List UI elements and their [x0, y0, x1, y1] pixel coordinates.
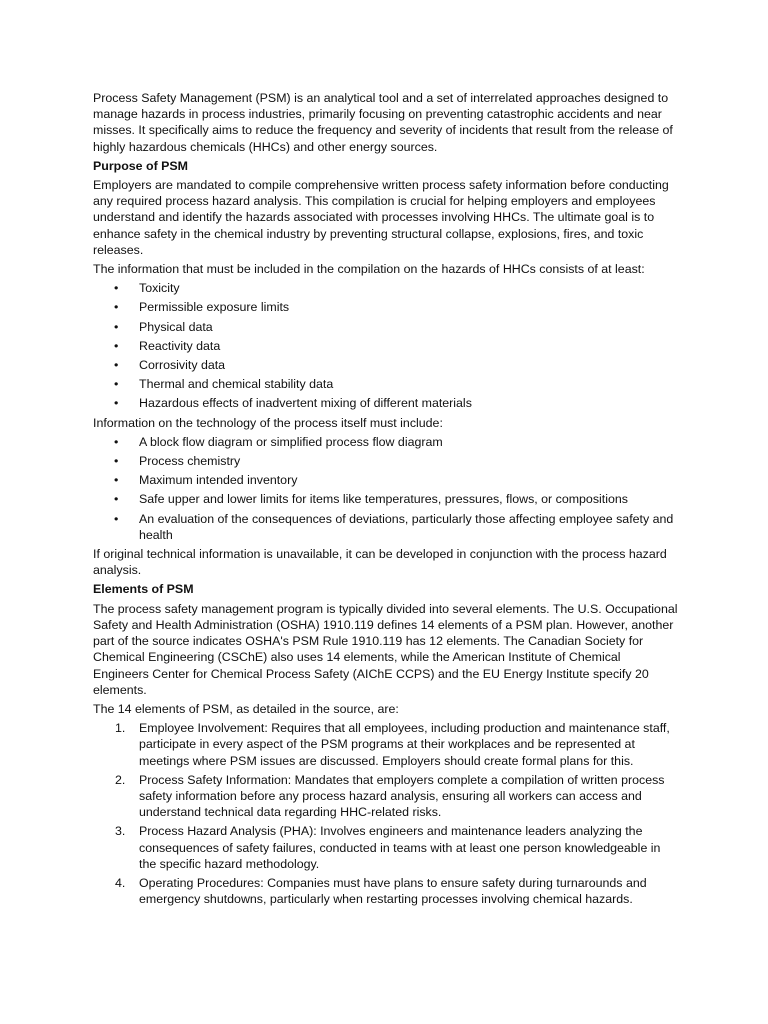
- technology-intro: Information on the technology of the process itself must include:: [93, 415, 443, 430]
- list-item-text: Employee Involvement: Requires that all employees, including production and maintenance staff, participate in every aspect of the PSM programs at their workplaces and be represented at meetings where PSM issues are discussed. Employers should create formal plans for this.: [139, 721, 670, 768]
- hazards-list: [93, 280, 678, 411]
- list-item: • Safe upper and lower limits for items like temperatures, pressures, flows, or compositions: [93, 491, 678, 507]
- purpose-heading: Purpose of PSM: [93, 158, 189, 173]
- elements-list-intro: The 14 elements of PSM, as detailed in the source, are:: [93, 701, 399, 716]
- list-item: • Toxicity: [93, 280, 678, 296]
- intro-paragraph: Process Safety Management (PSM) is an analytical tool and a set of interrelated approaches designed to manage hazards in process industries, primarily focusing on preventing catastrophic accidents and near misses. It specifically aims to reduce the frequency and severity of incidents that result from the release of highly hazardous chemicals (HHCs) and other energy sources.: [93, 91, 673, 154]
- elements-heading: Elements of PSM: [93, 582, 194, 597]
- list-number: 3.: [115, 824, 126, 839]
- elements-paragraph: The process safety management program is typically divided into several elements. The U.S. Occupational Safety and Health Administration (OSHA) 1910.119 defines 14 elements of a PSM plan. However, another part of the source indicates OSHA's PSM Rule 1910.119 has 12 elements. The Canadian Society for Chemical Engineering (CSChE) also uses 14 elements, while the American Institute of Chemical Engineers Center for Chemical Process Safety (AIChE CCPS) and the EU Energy Institute specify 20 elements.: [93, 601, 678, 697]
- list-item: • Corrosivity data: [93, 357, 678, 373]
- list-item: [93, 720, 678, 769]
- list-item: • A block flow diagram or simplified process flow diagram: [93, 434, 678, 450]
- elements-list: [93, 720, 678, 907]
- list-item: [93, 772, 678, 821]
- list-item: • Permissible exposure limits: [93, 299, 678, 315]
- list-item: • Process chemistry: [93, 453, 678, 469]
- list-item: • An evaluation of the consequences of deviations, particularly those affecting employee safety and health: [93, 511, 678, 543]
- list-number: 2.: [115, 772, 126, 787]
- hazards-intro: The information that must be included in the compilation on the hazards of HHCs consists of at least:: [93, 262, 645, 277]
- document-body: [93, 90, 678, 910]
- list-item: [93, 875, 678, 907]
- list-item: • Reactivity data: [93, 338, 678, 354]
- list-item-text: Process Safety Information: Mandates that employers complete a compilation of written process safety information before any process hazard analysis, ensuring all workers can access and understand technical data regarding HHC-related risks.: [139, 772, 665, 820]
- list-item: • Thermal and chemical stability data: [93, 376, 678, 392]
- list-item-text: Process Hazard Analysis (PHA): Involves engineers and maintenance leaders analyzing the consequences of safety failures, conducted in teams with at least one person knowledgeable in the specific hazard methodology.: [139, 824, 661, 871]
- purpose-paragraph: Employers are mandated to compile comprehensive written process safety information before conducting any required process hazard analysis. This compilation is crucial for helping employers and employees understand and identify the hazards associated with processes involving HHCs. The ultimate goal is to enhance safety in the chemical industry by preventing structural collapse, explosions, fires, and toxic releases.: [93, 178, 669, 257]
- list-item: [93, 823, 678, 872]
- purpose-closing: If original technical information is unavailable, it can be developed in conjunction with the process hazard analysis.: [93, 547, 667, 578]
- list-number: 4.: [115, 875, 126, 890]
- list-item-text: Operating Procedures: Companies must have plans to ensure safety during turnarounds and emergency shutdowns, particularly when restarting processes involving chemical hazards.: [139, 875, 647, 907]
- list-number: 1.: [115, 721, 126, 736]
- list-item: • Maximum intended inventory: [93, 472, 678, 488]
- technology-list: [93, 434, 678, 543]
- list-item: • Hazardous effects of inadvertent mixing of different materials: [93, 395, 678, 411]
- list-item: • Physical data: [93, 319, 678, 335]
